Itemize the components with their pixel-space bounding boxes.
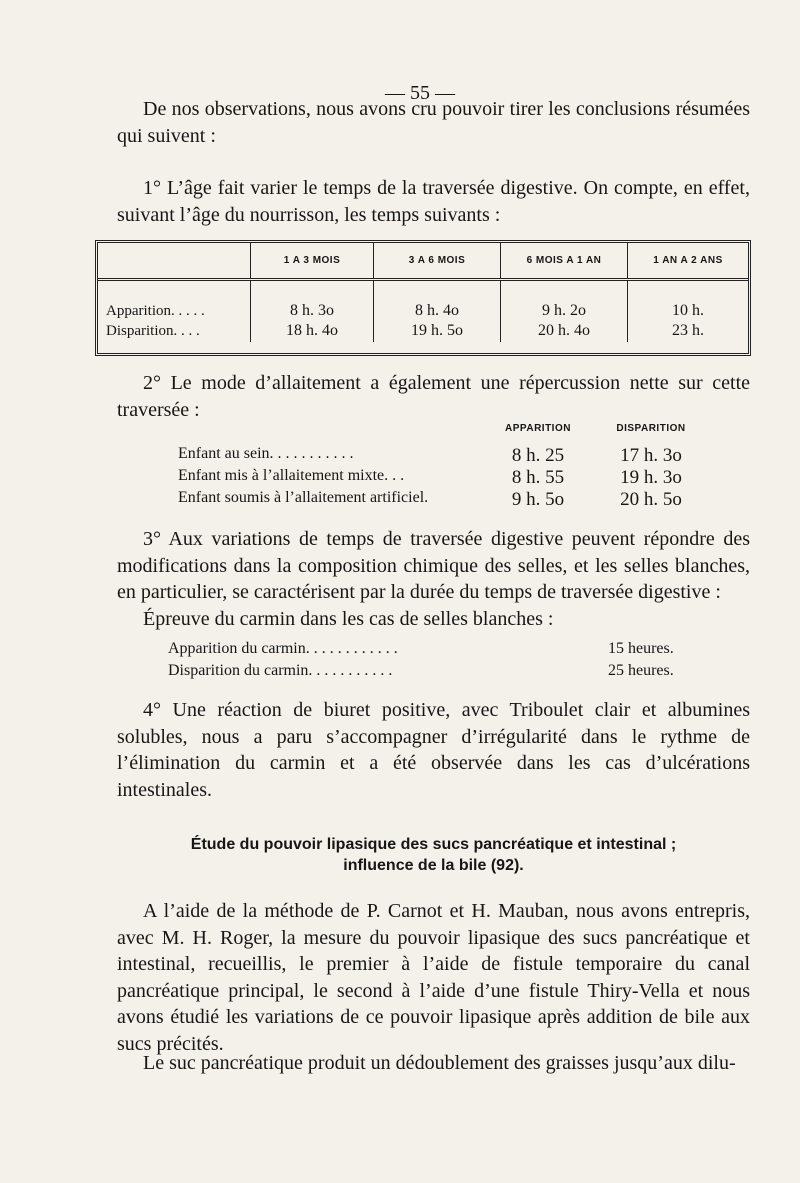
age-table-header-3: 6 MOIS A 1 AN bbox=[501, 243, 628, 280]
cell-value: 19 h. 3o bbox=[620, 467, 682, 488]
age-table-header-2: 3 A 6 MOIS bbox=[374, 243, 501, 280]
age-table-row bbox=[98, 280, 748, 343]
method-paragraph: A l’aide de la méthode de P. Carnot et H. Mauban, nous avons entrepris, avec M. H. Roger, la mesure du pouvoir lipasique des sucs pancréatique et intestinal, recueillis, le premier à l’aide de fistule temporaire du canal pancréatique principal, le second à l’aide d’une fistule Thiry-Vella et nous avons étudié les variations de ce pouvoir lipasique après addition de bile aux sucs précités. bbox=[117, 900, 750, 1055]
cell-value: 19 h. 5o bbox=[411, 322, 463, 339]
allaitement-header bbox=[178, 423, 698, 445]
cell-value: 9 h. 5o bbox=[511, 489, 565, 510]
apparition-label: Apparition. . . . . bbox=[106, 303, 205, 319]
age-table-header-4: 1 AN A 2 ANS bbox=[628, 243, 749, 280]
point-1-paragraph: 1° L’âge fait varier le temps de la traversée digestive. On compte, en effet, suivant l’âge du nourrisson, les temps suivants : bbox=[117, 177, 750, 226]
age-cell bbox=[374, 280, 501, 343]
last-paragraph: Le suc pancréatique produit un dédoublement des graisses jusqu’aux dilu- bbox=[143, 1052, 736, 1074]
table-row bbox=[178, 489, 698, 511]
cell-value: 8 h. 4o bbox=[415, 302, 459, 319]
list-item bbox=[168, 662, 688, 684]
intro-paragraph: De nos observations, nous avons cru pouvoir tirer les conclusions résumées qui suivent : bbox=[117, 98, 750, 147]
cell-value: 9 h. 2o bbox=[542, 302, 586, 319]
cell-value: 18 h. 4o bbox=[286, 322, 338, 339]
cell-value: 10 h. bbox=[672, 302, 704, 319]
cell-value: 8 h. 3o bbox=[290, 302, 334, 319]
cell-value: 8 h. 55 bbox=[511, 467, 565, 488]
header-disparition: DISPARITION bbox=[616, 423, 686, 434]
list-item bbox=[168, 640, 688, 662]
carmin-value: 25 heures. bbox=[608, 662, 674, 679]
age-cell bbox=[501, 280, 628, 343]
disparition-label: Disparition. . . . bbox=[106, 323, 200, 339]
section-title-line-1: Étude du pouvoir lipasique des sucs pancréatique et intestinal ; bbox=[190, 836, 677, 853]
row-label-apparition bbox=[98, 280, 251, 343]
carmin-label: Apparition du carmin. . . . . . . . . . . . bbox=[168, 640, 398, 657]
cell-value: 17 h. 3o bbox=[620, 445, 682, 466]
age-table-header-1: 1 A 3 MOIS bbox=[251, 243, 374, 280]
age-cell bbox=[251, 280, 374, 343]
allaitement-table bbox=[178, 423, 698, 511]
age-table bbox=[95, 240, 751, 356]
carmin-label: Disparition du carmin. . . . . . . . . . . bbox=[168, 662, 393, 679]
row-label: Enfant mis à l’allaitement mixte. . . bbox=[178, 467, 405, 484]
table-row bbox=[178, 445, 698, 467]
row-label: Enfant soumis à l’allaitement artificiel. bbox=[178, 489, 429, 506]
header-apparition: APPARITION bbox=[505, 423, 571, 434]
cell-value: 23 h. bbox=[672, 322, 704, 339]
page-number: — 55 — bbox=[385, 82, 455, 104]
carmin-value: 15 heures. bbox=[608, 640, 674, 657]
section-title bbox=[117, 834, 750, 876]
age-cell bbox=[628, 280, 749, 343]
age-table-header-blank bbox=[98, 243, 251, 280]
table-row bbox=[178, 467, 698, 489]
point-4-paragraph: 4° Une réaction de biuret positive, avec Triboulet clair et albumines solubles, nous a paru s’accompagner d’irrégularité dans le rythme de l’élimination du carmin et a été observée dans les cas d’ulcérations intestinales. bbox=[117, 699, 750, 801]
section-title-line-2: influence de la bile (92). bbox=[343, 857, 524, 874]
cell-value: 20 h. 5o bbox=[620, 489, 682, 510]
carmin-list bbox=[168, 640, 688, 684]
cell-value: 20 h. 4o bbox=[538, 322, 590, 339]
point-3-paragraph: 3° Aux variations de temps de traversée digestive peuvent répondre des modifications dans la composition chimique des selles, et les selles blanches, en particulier, se caractérisent par la durée du temps de traversée digestive : bbox=[117, 528, 750, 603]
cell-value: 8 h. 25 bbox=[511, 445, 565, 466]
point-2-paragraph: 2° Le mode d’allaitement a également une répercussion nette sur cette traversée : bbox=[117, 372, 750, 421]
row-label: Enfant au sein. . . . . . . . . . . bbox=[178, 445, 354, 462]
epreuve-line: Épreuve du carmin dans les cas de selles blanches : bbox=[143, 608, 554, 630]
